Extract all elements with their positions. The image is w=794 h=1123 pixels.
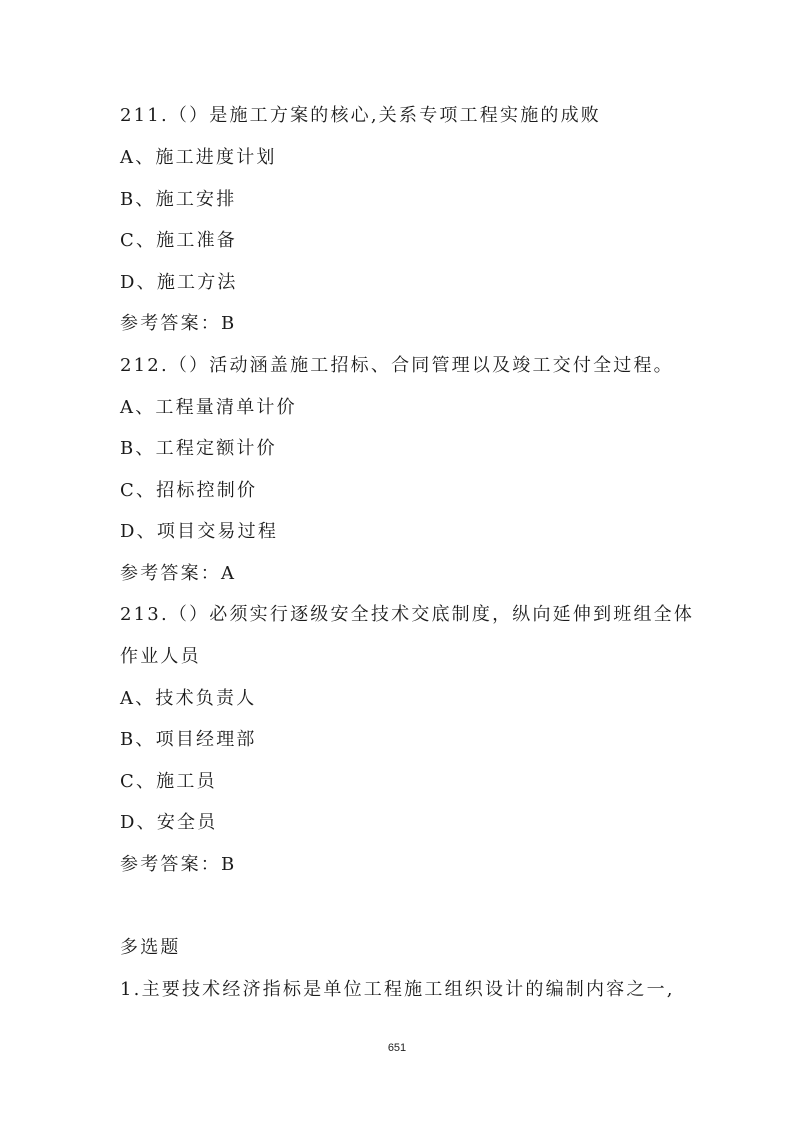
question-1-stem: 1.主要技术经济指标是单位工程施工组织设计的编制内容之一, <box>120 979 675 1000</box>
question-213-answer: 参考答案：B <box>120 854 237 875</box>
question-212-stem: 212.（）活动涵盖施工招标、合同管理以及竣工交付全过程。 <box>120 355 674 376</box>
question-212-option-d: D、项目交易过程 <box>120 521 279 542</box>
question-211-option-d: D、施工方法 <box>120 272 238 293</box>
question-212-option-b: B、工程定额计价 <box>120 438 277 459</box>
question-213-stem-line-1: 213.（）必须实行逐级安全技术交底制度，纵向延伸到班组全体 <box>120 604 695 625</box>
question-211-option-b: B、施工安排 <box>120 189 237 210</box>
question-213-option-a: A、技术负责人 <box>120 688 257 709</box>
question-211-answer: 参考答案：B <box>120 313 237 334</box>
question-212-answer: 参考答案：A <box>120 563 237 584</box>
page-number: 651 <box>387 1042 407 1054</box>
question-212-option-c: C、招标控制价 <box>120 480 258 501</box>
question-213-option-d: D、安全员 <box>120 812 218 833</box>
question-213-stem-line-2: 作业人员 <box>120 646 201 667</box>
section-heading: 多选题 <box>120 937 181 958</box>
question-212-option-a: A、工程量清单计价 <box>120 397 297 418</box>
question-213-option-c: C、施工员 <box>120 771 217 792</box>
question-211-option-a: A、施工进度计划 <box>120 147 277 168</box>
question-211-stem: 211.（）是施工方案的核心,关系专项工程实施的成败 <box>120 105 601 126</box>
question-213-option-b: B、项目经理部 <box>120 729 257 750</box>
question-211-option-c: C、施工准备 <box>120 230 237 251</box>
